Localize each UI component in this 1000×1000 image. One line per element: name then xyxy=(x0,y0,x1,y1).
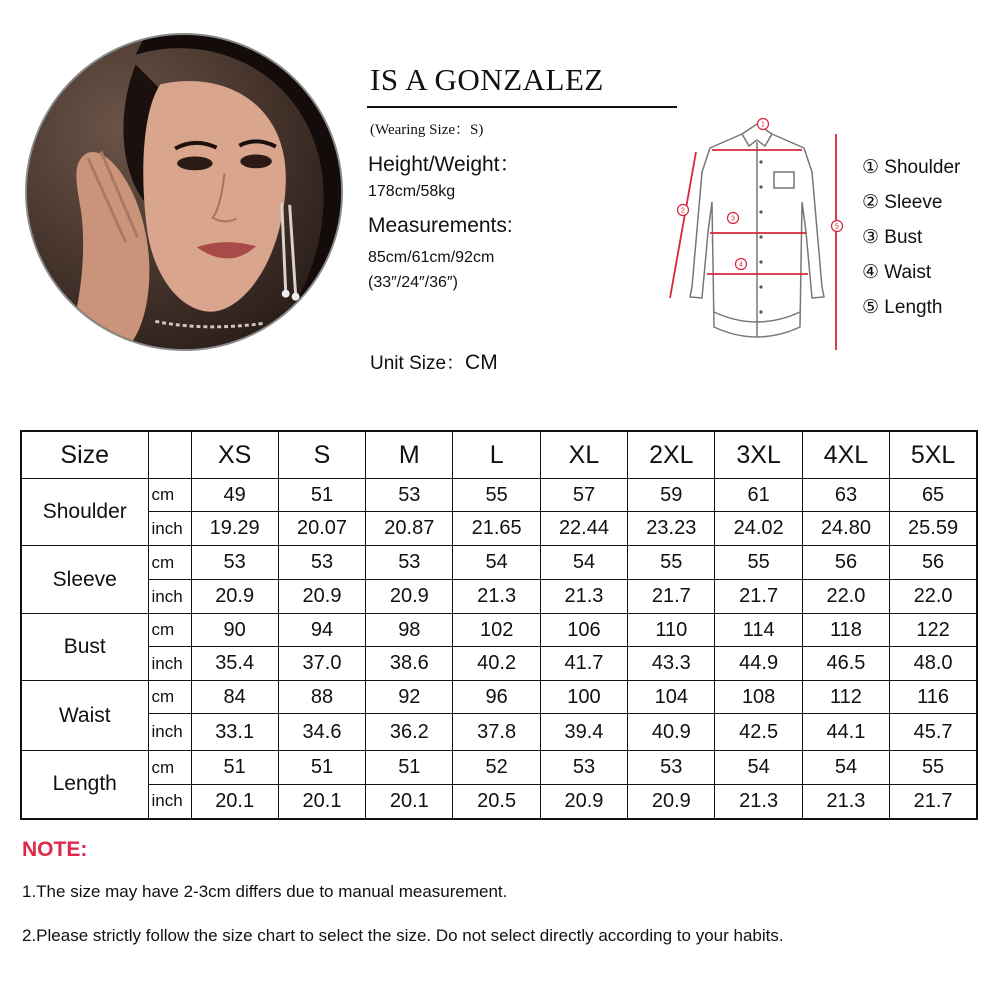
unit-label: cm xyxy=(148,751,191,785)
table-cell: 42.5 xyxy=(715,714,802,751)
table-cell: 21.65 xyxy=(453,512,540,546)
table-cell: 51 xyxy=(191,751,278,785)
marker-4: 4 xyxy=(739,261,743,269)
table-cell: 88 xyxy=(278,681,365,714)
wearing-size: (Wearing Size：S) xyxy=(370,122,484,138)
table-cell: 53 xyxy=(366,546,453,580)
table-cell: 112 xyxy=(802,681,889,714)
table-cell: 100 xyxy=(540,681,627,714)
table-cell: 20.9 xyxy=(366,580,453,614)
table-cell: 45.7 xyxy=(890,714,977,751)
unit-label: inch xyxy=(148,512,191,546)
table-cell: 98 xyxy=(366,614,453,647)
measure-lines xyxy=(670,134,836,350)
table-row xyxy=(21,714,977,751)
table-cell: 114 xyxy=(715,614,802,647)
table-cell: 53 xyxy=(366,479,453,512)
table-cell: 20.1 xyxy=(278,785,365,819)
unit-size-value: CM xyxy=(465,351,498,374)
height-weight-label: Height/Weight： xyxy=(368,153,521,176)
table-cell: 20.9 xyxy=(628,785,715,819)
table-cell: 53 xyxy=(191,546,278,580)
unit-label: cm xyxy=(148,479,191,512)
table-cell: 108 xyxy=(715,681,802,714)
table-cell: 51 xyxy=(366,751,453,785)
table-cell: 54 xyxy=(715,751,802,785)
table-row xyxy=(21,580,977,614)
table-cell: 22.44 xyxy=(540,512,627,546)
model-name: IS A GONZALEZ xyxy=(370,62,604,97)
table-cell: 53 xyxy=(628,751,715,785)
model-portrait xyxy=(25,33,343,351)
shirt-diagram xyxy=(662,112,852,357)
unit-label: inch xyxy=(148,647,191,681)
table-cell: 19.29 xyxy=(191,512,278,546)
table-row xyxy=(21,647,977,681)
note-line-2: 2.Please strictly follow the size chart to select the size. Do not select directly according to your habits. xyxy=(22,926,784,945)
table-cell: 46.5 xyxy=(802,647,889,681)
unit-label: inch xyxy=(148,714,191,751)
table-cell: 54 xyxy=(453,546,540,580)
table-cell: 33.1 xyxy=(191,714,278,751)
unit-size-label: Unit Size： xyxy=(370,353,466,374)
table-cell: 52 xyxy=(453,751,540,785)
note-title: NOTE: xyxy=(22,838,88,861)
marker-1: 1 xyxy=(761,121,765,129)
unit-label: cm xyxy=(148,546,191,580)
measurements-cm: 85cm/61cm/92cm xyxy=(368,249,495,266)
measurements-label: Measurements: xyxy=(368,214,513,237)
row-label: Length xyxy=(21,751,148,819)
table-cell: 49 xyxy=(191,479,278,512)
table-row xyxy=(21,681,977,714)
table-cell: 20.9 xyxy=(540,785,627,819)
table-cell: 59 xyxy=(628,479,715,512)
unit-size xyxy=(370,348,498,375)
size-col-header: 3XL xyxy=(715,431,802,479)
table-cell: 21.3 xyxy=(540,580,627,614)
table-cell: 22.0 xyxy=(802,580,889,614)
table-cell: 20.1 xyxy=(366,785,453,819)
unit-label: cm xyxy=(148,681,191,714)
table-cell: 37.8 xyxy=(453,714,540,751)
size-col-header: M xyxy=(366,431,453,479)
table-cell: 48.0 xyxy=(890,647,977,681)
height-weight-value: 178cm/58kg xyxy=(368,183,456,200)
shirt-outline xyxy=(690,121,824,337)
table-cell: 36.2 xyxy=(366,714,453,751)
legend-waist: ④ Waist xyxy=(862,262,932,283)
table-header-row xyxy=(21,431,977,479)
table-cell: 90 xyxy=(191,614,278,647)
table-cell: 20.9 xyxy=(278,580,365,614)
table-cell: 44.9 xyxy=(715,647,802,681)
row-label: Bust xyxy=(21,614,148,681)
table-cell: 55 xyxy=(453,479,540,512)
table-cell: 110 xyxy=(628,614,715,647)
marker-3: 3 xyxy=(731,215,735,223)
table-cell: 21.7 xyxy=(715,580,802,614)
table-cell: 84 xyxy=(191,681,278,714)
size-chart-table xyxy=(20,430,978,820)
table-cell: 35.4 xyxy=(191,647,278,681)
table-cell: 55 xyxy=(890,751,977,785)
unit-label: inch xyxy=(148,580,191,614)
table-cell: 54 xyxy=(802,751,889,785)
measurements-inch: (33″/24″/36″) xyxy=(368,274,458,291)
table-row xyxy=(21,512,977,546)
table-cell: 43.3 xyxy=(628,647,715,681)
table-cell: 21.3 xyxy=(453,580,540,614)
row-label: Shoulder xyxy=(21,479,148,546)
size-header: Size xyxy=(21,431,148,479)
table-cell: 37.0 xyxy=(278,647,365,681)
table-cell: 65 xyxy=(890,479,977,512)
table-cell: 104 xyxy=(628,681,715,714)
table-row xyxy=(21,751,977,785)
table-row xyxy=(21,614,977,647)
table-cell: 21.7 xyxy=(628,580,715,614)
legend-shoulder: ① Shoulder xyxy=(862,157,961,178)
table-row xyxy=(21,546,977,580)
table-cell: 23.23 xyxy=(628,512,715,546)
size-col-header: L xyxy=(453,431,540,479)
table-cell: 55 xyxy=(715,546,802,580)
table-cell: 56 xyxy=(802,546,889,580)
table-cell: 54 xyxy=(540,546,627,580)
table-cell: 61 xyxy=(715,479,802,512)
table-cell: 116 xyxy=(890,681,977,714)
unit-header-empty xyxy=(148,431,191,479)
row-label: Waist xyxy=(21,681,148,751)
size-table-body xyxy=(21,431,977,819)
table-cell: 55 xyxy=(628,546,715,580)
unit-label: inch xyxy=(148,785,191,819)
size-col-header: 4XL xyxy=(802,431,889,479)
size-col-header: 2XL xyxy=(628,431,715,479)
table-cell: 51 xyxy=(278,479,365,512)
table-cell: 21.7 xyxy=(890,785,977,819)
measure-legend xyxy=(862,150,960,325)
table-cell: 20.87 xyxy=(366,512,453,546)
table-cell: 20.9 xyxy=(191,580,278,614)
table-cell: 40.9 xyxy=(628,714,715,751)
table-cell: 20.07 xyxy=(278,512,365,546)
table-cell: 44.1 xyxy=(802,714,889,751)
table-cell: 53 xyxy=(278,546,365,580)
table-cell: 34.6 xyxy=(278,714,365,751)
table-cell: 39.4 xyxy=(540,714,627,751)
table-cell: 118 xyxy=(802,614,889,647)
table-cell: 53 xyxy=(540,751,627,785)
table-row xyxy=(21,479,977,512)
legend-length: ⑤ Length xyxy=(862,297,943,318)
table-cell: 20.5 xyxy=(453,785,540,819)
marker-5: 5 xyxy=(835,223,839,231)
table-cell: 56 xyxy=(890,546,977,580)
size-col-header: XL xyxy=(540,431,627,479)
table-cell: 51 xyxy=(278,751,365,785)
table-cell: 25.59 xyxy=(890,512,977,546)
table-cell: 96 xyxy=(453,681,540,714)
size-col-header: 5XL xyxy=(890,431,977,479)
table-cell: 21.3 xyxy=(802,785,889,819)
table-cell: 92 xyxy=(366,681,453,714)
row-label: Sleeve xyxy=(21,546,148,614)
size-col-header: XS xyxy=(191,431,278,479)
note-line-1: 1.The size may have 2-3cm differs due to manual measurement. xyxy=(22,882,508,901)
marker-2: 2 xyxy=(681,207,685,215)
legend-sleeve: ② Sleeve xyxy=(862,192,943,213)
title-underline xyxy=(367,106,677,108)
table-cell: 20.1 xyxy=(191,785,278,819)
table-cell: 94 xyxy=(278,614,365,647)
table-cell: 106 xyxy=(540,614,627,647)
table-cell: 21.3 xyxy=(715,785,802,819)
table-cell: 102 xyxy=(453,614,540,647)
model-photo-illustration xyxy=(27,35,341,349)
unit-label: cm xyxy=(148,614,191,647)
table-cell: 63 xyxy=(802,479,889,512)
size-col-header: S xyxy=(278,431,365,479)
table-cell: 41.7 xyxy=(540,647,627,681)
legend-bust: ③ Bust xyxy=(862,227,923,248)
table-cell: 122 xyxy=(890,614,977,647)
table-cell: 38.6 xyxy=(366,647,453,681)
table-cell: 40.2 xyxy=(453,647,540,681)
sleeve-measure-line xyxy=(670,152,696,298)
table-cell: 57 xyxy=(540,479,627,512)
table-cell: 24.02 xyxy=(715,512,802,546)
table-cell: 22.0 xyxy=(890,580,977,614)
shirt-buttons xyxy=(759,160,762,313)
table-cell: 24.80 xyxy=(802,512,889,546)
table-row xyxy=(21,785,977,819)
measure-markers xyxy=(678,119,843,270)
